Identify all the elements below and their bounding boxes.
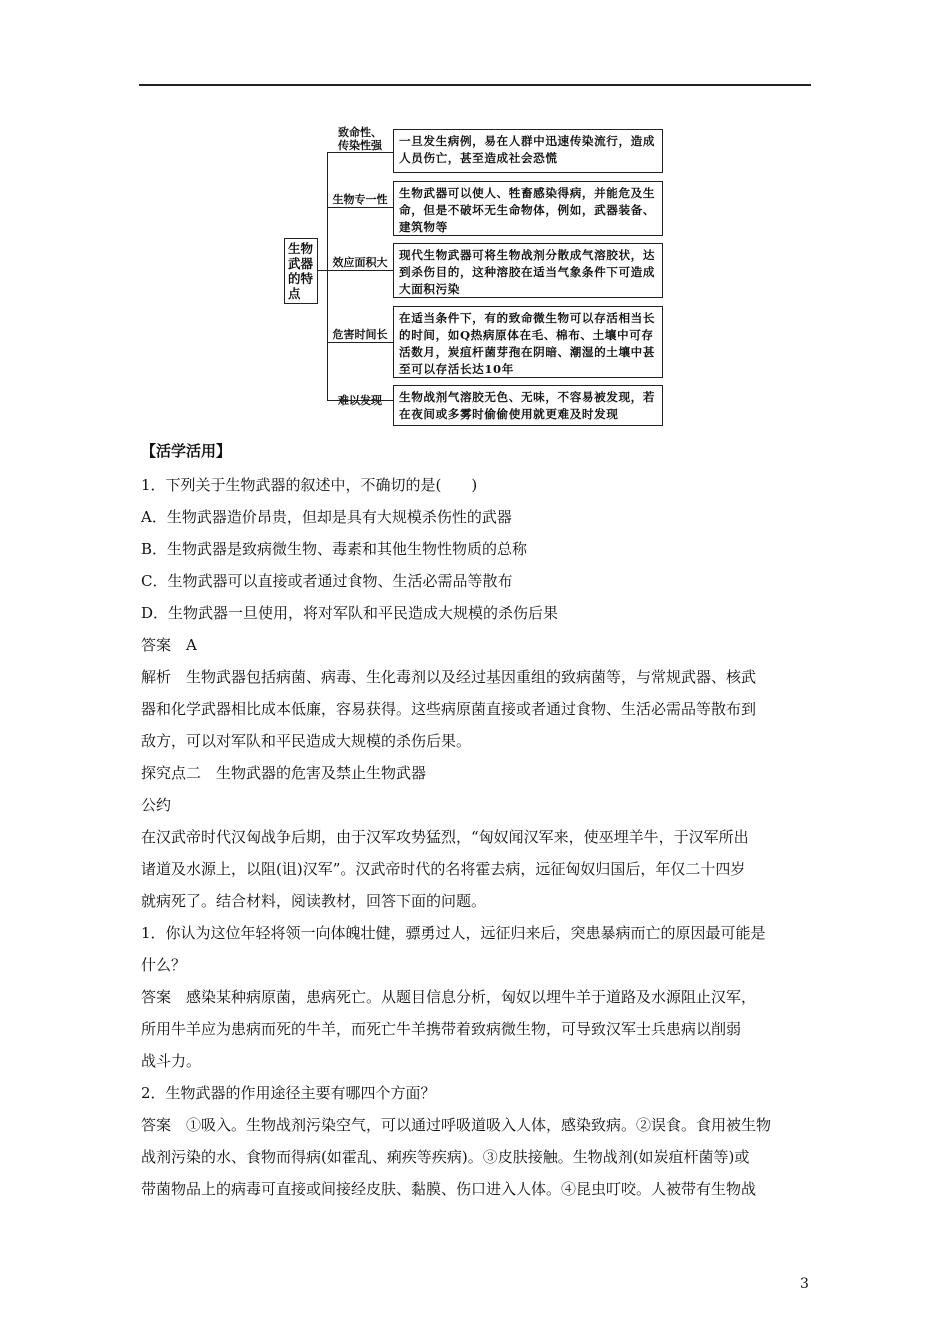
connector <box>327 207 393 208</box>
branch-label: 难以发现 <box>338 394 382 407</box>
branch-box: 一旦发生病例，易在人群中迅速传染流行，造成人员伤亡，甚至造成社会恐慌 <box>393 129 663 173</box>
answer-line: 答案 ①吸入。生物战剂污染空气，可以通过呼吸道吸入人体，感染致病。②误食。食用被生物 <box>141 1116 772 1134</box>
question: 1．你认为这位年轻将领一向体魄壮健，骠勇过人，远征归来后，突患暴病而亡的原因最可能是 <box>141 924 766 942</box>
section-heading: 【活学活用】 <box>141 442 232 460</box>
page-number: 3 <box>800 1276 809 1292</box>
option-c: C．生物武器可以直接或者通过食物、生活必需品等散布 <box>141 572 513 590</box>
connector <box>327 342 393 343</box>
material-line: 诸道及水源上，以阻(诅)汉军”。汉武帝时代的名将霍去病，远征匈奴归国后，年仅二十四岁 <box>141 860 746 878</box>
section-title: 探究点二 生物武器的危害及禁止生物武器 <box>141 764 427 782</box>
branch-label: 危害时间长 <box>332 328 388 341</box>
explanation-line: 敌方，可以对军队和平民造成大规模的杀伤后果。 <box>141 732 472 750</box>
material-line: 在汉武帝时代汉匈战争后期，由于汉军攻势猛烈，“匈奴闻汉军来，使巫埋羊牛，于汉军所出 <box>141 828 749 846</box>
answer-line: 战斗力。 <box>141 1052 202 1070</box>
answer-line: 所用牛羊应为患病而死的牛羊，而死亡牛羊携带着致病微生物，可导致汉军士兵患病以削弱 <box>141 1020 742 1038</box>
answer: 答案 A <box>141 636 197 654</box>
branch-box: 现代生物武器可将生物战剂分散成气溶胶状，达到杀伤目的，这种溶胶在适当气象条件下可造成大面积污染 <box>393 243 663 298</box>
branch-box: 生物战剂气溶胶无色、无味，不容易被发现，若在夜间或多雾时偷偷使用就更难及时发现 <box>393 385 663 426</box>
option-b: B．生物武器是致病微生物、毒素和其他生物性物质的总称 <box>141 540 528 558</box>
connector <box>327 152 328 400</box>
section-title-cont: 公约 <box>141 796 172 814</box>
option-a: A．生物武器造价昂贵，但却是具有大规模杀伤性的武器 <box>141 508 512 526</box>
option-d: D．生物武器一旦使用，将对军队和平民造成大规模的杀伤后果 <box>141 604 559 622</box>
question-cont: 什么？ <box>141 956 187 974</box>
explanation-line: 器和化学武器相比成本低廉，容易获得。这些病原菌直接或者通过食物、生活必需品等散布到 <box>141 700 757 718</box>
branch-label: 致命性、 传染性强 <box>338 126 382 152</box>
question: 1．下列关于生物武器的叙述中，不确切的是( ) <box>141 476 478 494</box>
material-line: 就病死了。结合材料，阅读教材，回答下面的问题。 <box>141 892 487 910</box>
branch-box: 在适当条件下，有的致命微生物可以存活相当长的时间，如Q热病原体在毛、棉布、土壤中可存活数月，炭疽杆菌芽孢在阴暗、潮湿的土壤中甚至可以存活长达10年 <box>393 306 663 378</box>
branch-label: 生物专一性 <box>332 193 388 206</box>
answer-line: 带菌物品上的病毒可直接或间接经皮肤、黏膜、伤口进入人体。④昆虫叮咬。人被带有生物战 <box>141 1180 757 1198</box>
branch-label: 效应面积大 <box>332 256 388 269</box>
connector <box>327 270 393 271</box>
branch-box: 生物武器可以使人、牲畜感染得病，并能危及生命，但是不破坏无生命物体，例如，武器装备、建筑物等 <box>393 181 663 236</box>
answer-line: 战剂污染的水、食物而得病(如霍乱、痢疾等疾病)。③皮肤接触。生物战剂(如炭疽杆菌等)或 <box>141 1148 750 1166</box>
question: 2．生物武器的作用途径主要有哪四个方面？ <box>141 1084 436 1102</box>
feature-diagram <box>0 0 950 440</box>
answer-line: 答案 感染某种病原菌，患病死亡。从题目信息分析，匈奴以埋牛羊于道路及水源阻止汉军， <box>141 988 757 1006</box>
connector <box>327 400 393 401</box>
connector <box>327 152 393 153</box>
diagram-root: 生物武器的特点 <box>284 238 318 304</box>
explanation-line: 解析 生物武器包括病菌、病毒、生化毒剂以及经过基因重组的致病菌等，与常规武器、核武 <box>141 668 757 686</box>
